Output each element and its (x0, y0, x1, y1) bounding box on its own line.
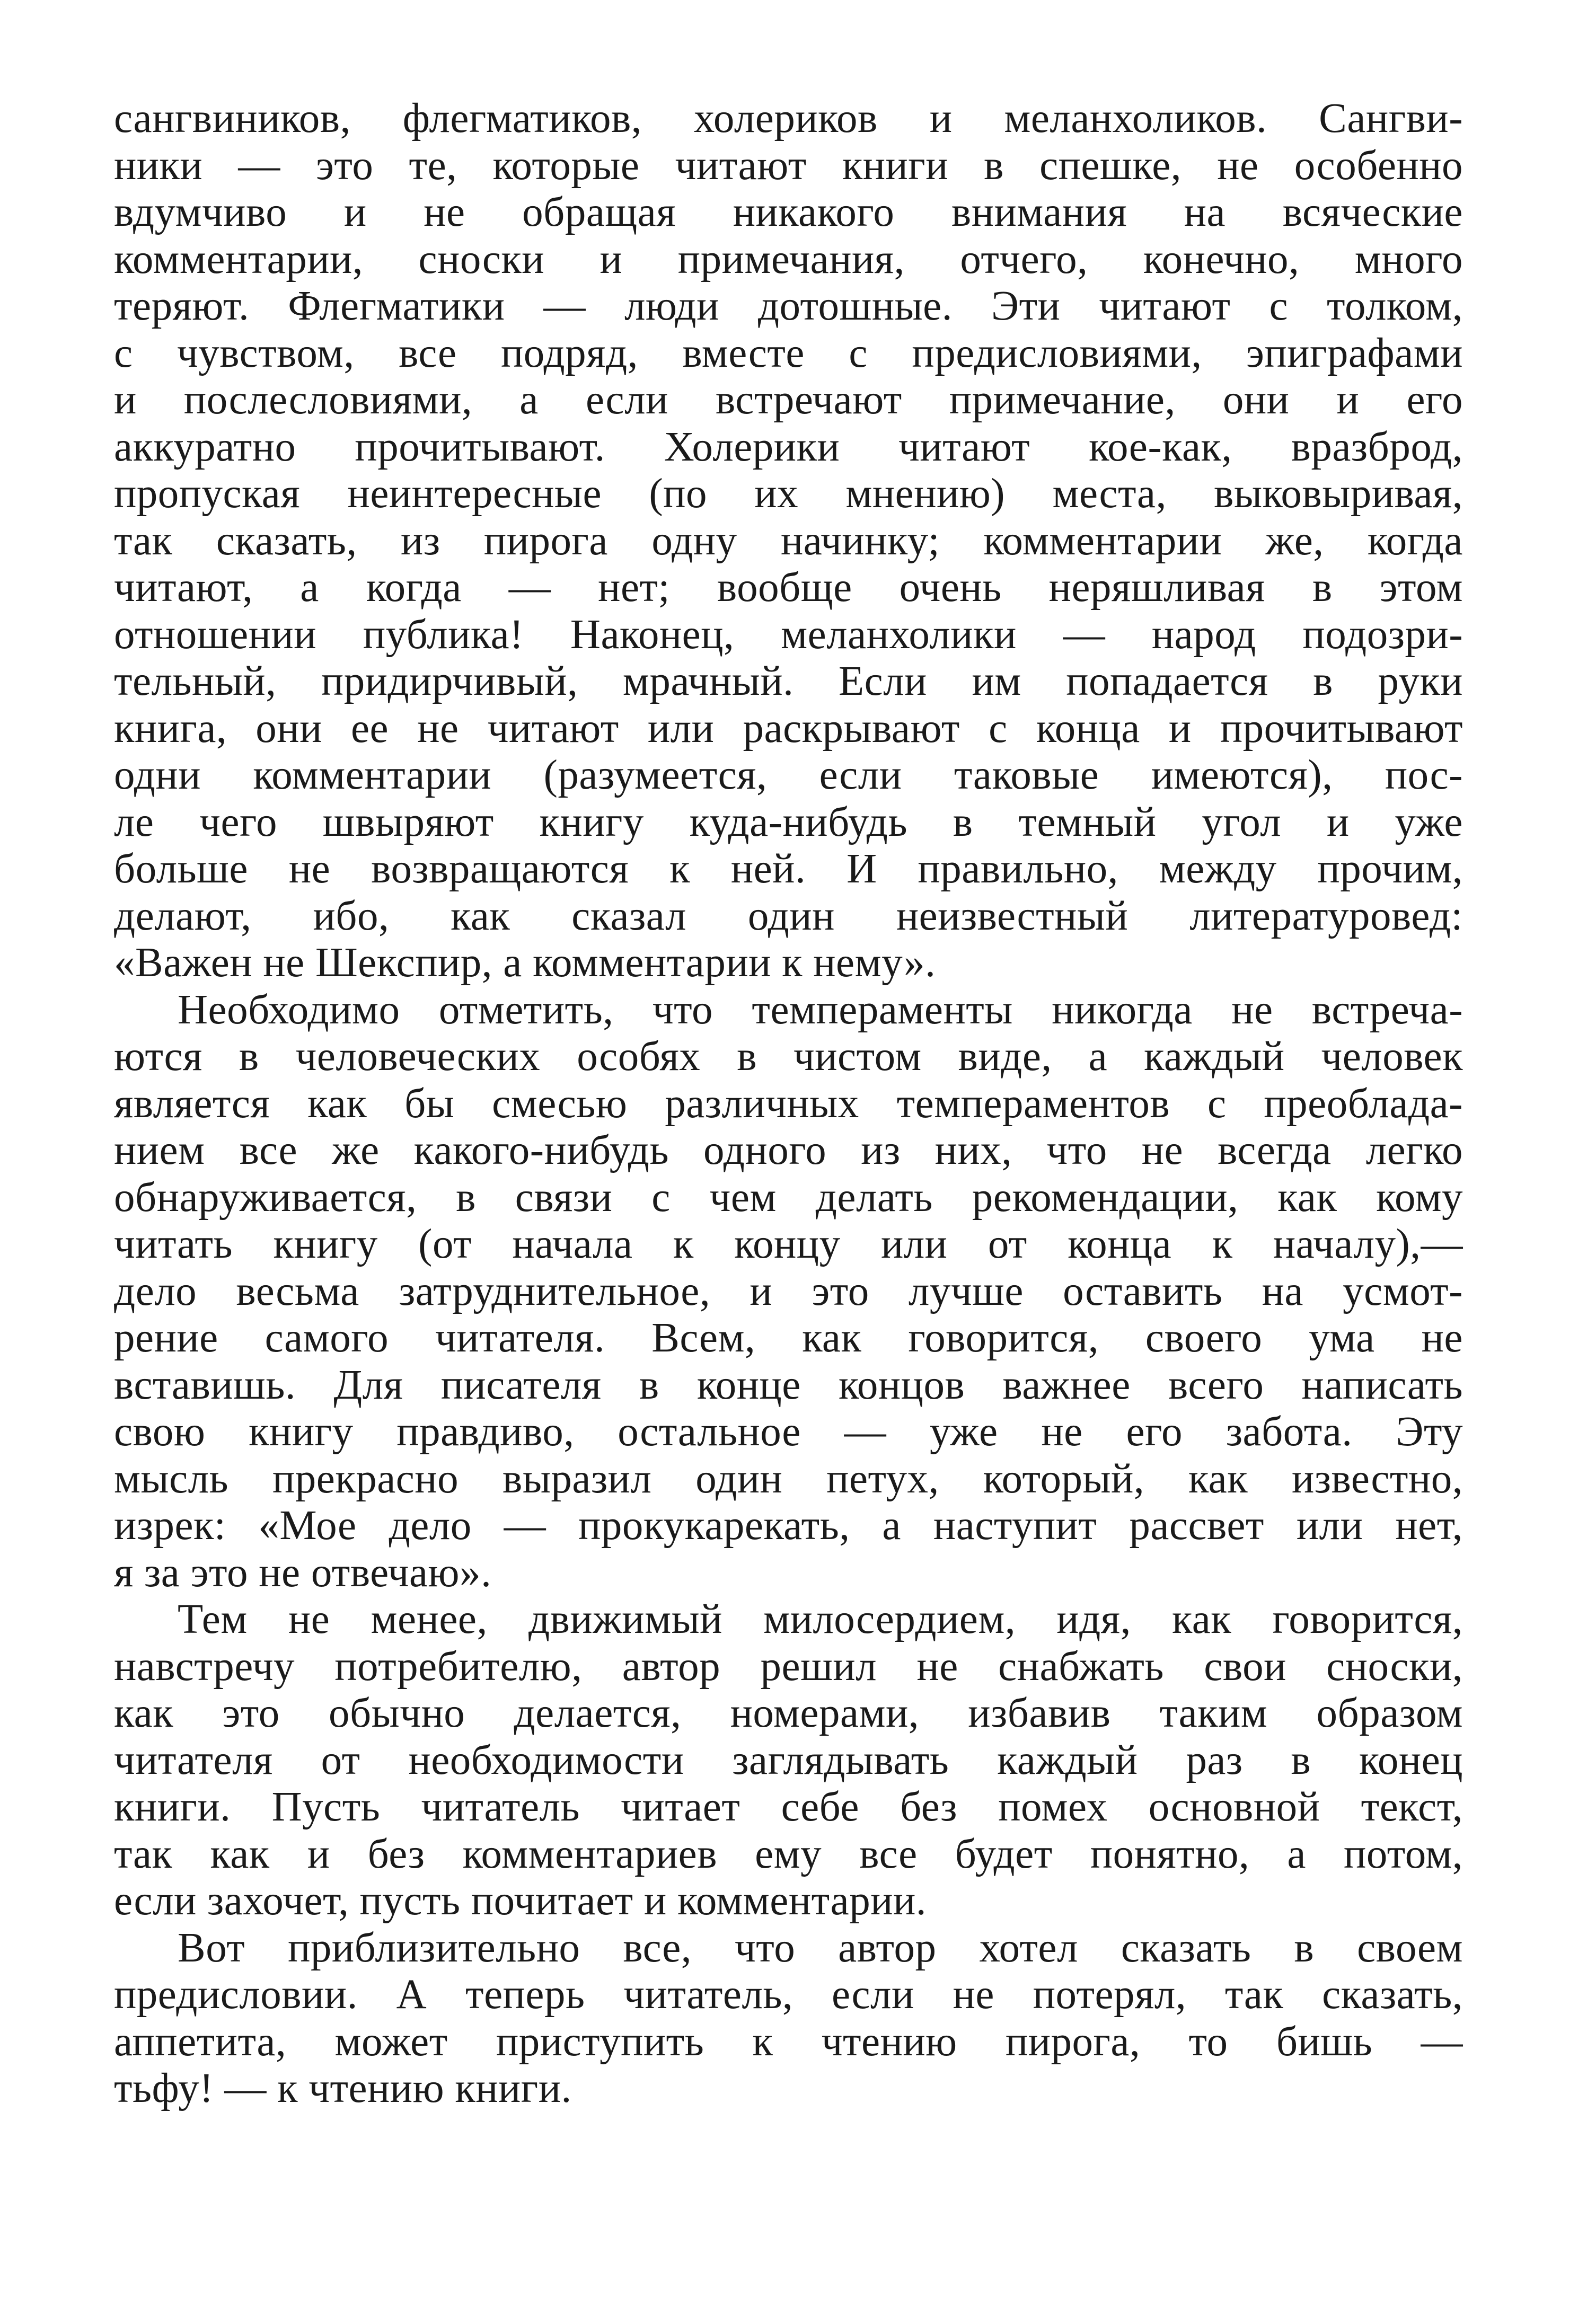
text-line: комментарии, сноски и примечания, отчего, конечно, много (114, 236, 1463, 282)
text-line: обнаруживается, в связи с чем делать рекомендации, как кому (114, 1174, 1463, 1221)
text-line: я за это не отвечаю». (114, 1549, 492, 1596)
text-line: является как бы смесью различных темпераментов с преоблада- (114, 1080, 1463, 1127)
text-line: свою книгу правдиво, остальное — уже не его забота. Эту (114, 1409, 1463, 1455)
text-line: пропуская неинтересные (по их мнению) места, выковыривая, (114, 471, 1463, 517)
text-line: нием все же какого-нибудь одного из них, что не всегда легко (114, 1127, 1463, 1173)
text-line: навстречу потребителю, автор решил не снабжать свои сноски, (114, 1643, 1463, 1690)
paragraph-3 (114, 1596, 1463, 1925)
text-line: делают, ибо, как сказал один неизвестный литературовед: (114, 893, 1463, 939)
text-line: ники — это те, которые читают книги в спешке, не особенно (114, 142, 1463, 189)
text-line: теряют. Флегматики — люди дотошные. Эти читают с толком, (114, 283, 1463, 329)
text-line: вдумчиво и не обращая никакого внимания на всяческие (114, 189, 1463, 235)
text-line: мысль прекрасно выразил один петух, который, как известно, (114, 1455, 1463, 1502)
text-line: Тем не менее, движимый милосердием, идя, как говорится, (178, 1596, 1463, 1642)
text-line: «Важен не Шекспир, а комментарии к нему». (114, 940, 936, 986)
text-line: читать книгу (от начала к концу или от конца к началу),— (114, 1221, 1463, 1267)
text-line: и послесловиями, а если встречают примечание, они и его (114, 377, 1463, 423)
text-line: рение самого читателя. Всем, как говорится, своего ума не (114, 1315, 1463, 1361)
text-line: ются в человеческих особях в чистом виде, а каждый человек (114, 1033, 1463, 1080)
text-line: дело весьма затруднительное, и это лучше оставить на усмот- (114, 1268, 1463, 1314)
text-line: книги. Пусть читатель читает себе без помех основной текст, (114, 1784, 1463, 1830)
text-line: Вот приблизительно все, что автор хотел сказать в своем (178, 1924, 1463, 1971)
text-line: изрек: «Мое дело — прокукарекать, а наступит рассвет или нет, (114, 1503, 1463, 1549)
text-line: так как и без комментариев ему все будет понятно, а потом, (114, 1831, 1463, 1877)
text-line: аккуратно прочитывают. Холерики читают кое-как, вразброд, (114, 423, 1463, 470)
text-line: как это обычно делается, номерами, избавив таким образом (114, 1690, 1463, 1736)
text-line: больше не возвращаются к ней. И правильно, между прочим, (114, 846, 1463, 892)
text-line: с чувством, все подряд, вместе с предисловиями, эпиграфами (114, 330, 1463, 376)
paragraph-1 (114, 95, 1463, 987)
text-line: вставишь. Для писателя в конце концов важнее всего написать (114, 1362, 1463, 1408)
text-line: сангвиников, флегматиков, холериков и меланхоликов. Сангви- (114, 95, 1463, 142)
text-line: так сказать, из пирога одну начинку; комментарии же, когда (114, 517, 1463, 564)
text-line: тьфу! — к чтению книги. (114, 2065, 572, 2111)
text-line: читателя от необходимости заглядывать каждый раз в конец (114, 1737, 1463, 1783)
text-line: Необходимо отметить, что темпераменты никогда не встреча- (178, 986, 1463, 1033)
text-line: аппетита, может приступить к чтению пирога, то бишь — (114, 2018, 1463, 2065)
paragraph-2 (114, 987, 1463, 1597)
text-line: если захочет, пусть почитает и комментарии. (114, 1878, 927, 1924)
text-line: отношении публика! Наконец, меланхолики — народ подозри- (114, 611, 1463, 658)
body-text (114, 95, 1463, 2113)
text-line: ле чего швыряют книгу куда-нибудь в темный угол и уже (114, 799, 1463, 845)
text-line: одни комментарии (разумеется, если таковые имеются), пос- (114, 752, 1463, 798)
paragraph-4 (114, 1925, 1463, 2113)
text-line: тельный, придирчивый, мрачный. Если им попадается в руки (114, 658, 1463, 704)
text-line: книга, они ее не читают или раскрывают с конца и прочитывают (114, 705, 1463, 752)
text-line: предисловии. А теперь читатель, если не потерял, так сказать, (114, 1972, 1463, 2018)
text-line: читают, а когда — нет; вообще очень неряшливая в этом (114, 564, 1463, 611)
